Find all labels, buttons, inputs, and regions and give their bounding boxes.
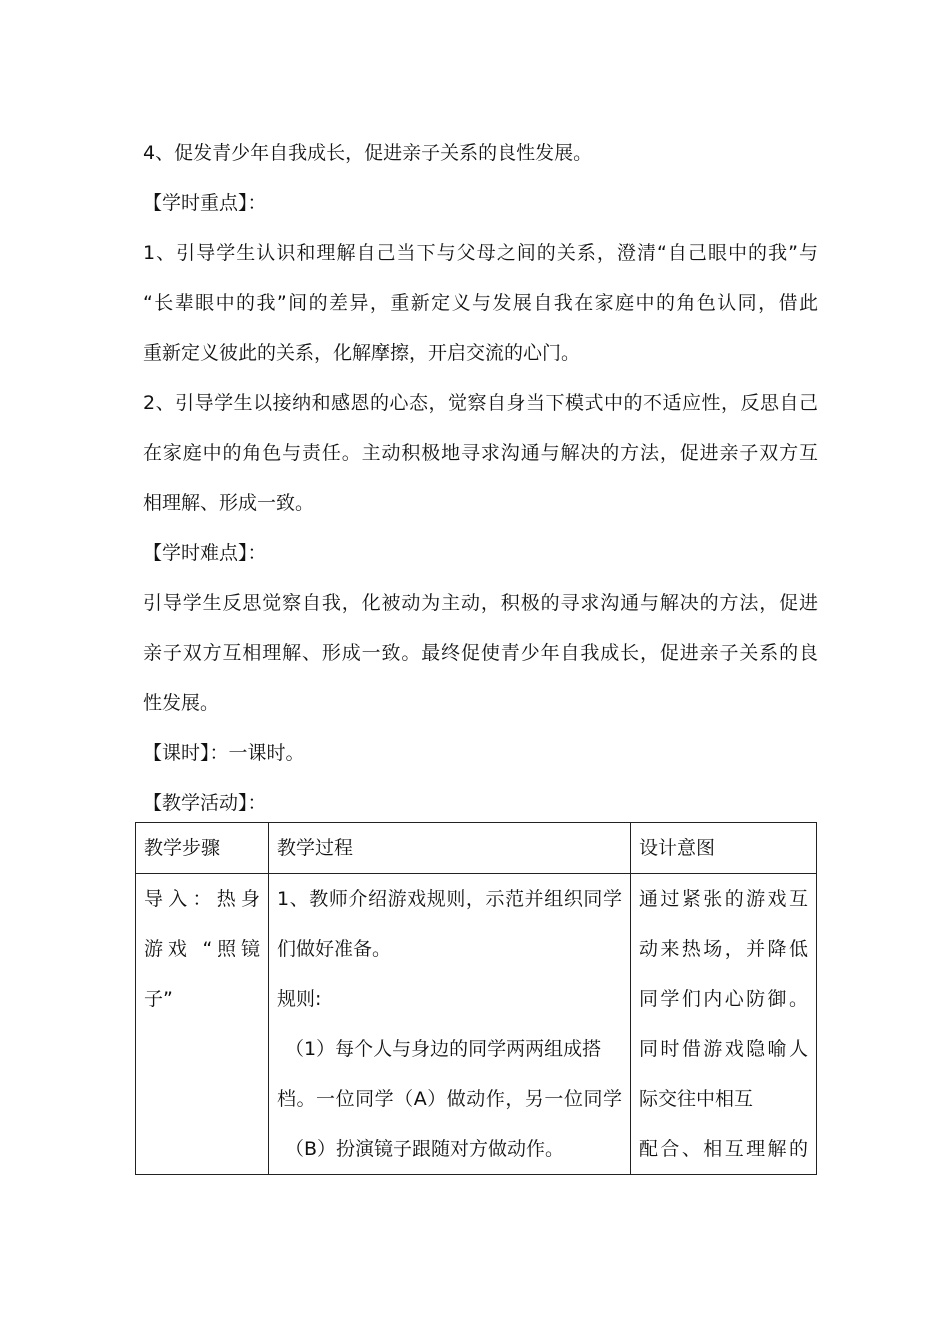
table-row bbox=[136, 874, 817, 1175]
header-intent: 设计意图 bbox=[631, 823, 817, 874]
process-line: 规则: bbox=[277, 988, 322, 1010]
body-text bbox=[143, 128, 818, 828]
intent-line: 同时借游戏隐喻人 bbox=[639, 1038, 808, 1060]
class-hours: 【课时】：一课时。 bbox=[143, 742, 305, 764]
teaching-activity-heading: 【教学活动】： bbox=[143, 792, 267, 814]
difficulty-line-3: 性发展。 bbox=[143, 692, 220, 714]
teaching-activity-table bbox=[135, 822, 817, 1175]
header-process: 教学过程 bbox=[269, 823, 631, 874]
step-line: 导入：热身 bbox=[144, 888, 260, 910]
step-line: 游戏 “照镜 bbox=[144, 938, 260, 960]
difficulty-line-1: 引导学生反思觉察自我，化被动为主动，积极的寻求沟通与解决的方法，促进 bbox=[143, 592, 818, 614]
process-line: （1）每个人与身边的同学两两组成搭 bbox=[285, 1038, 602, 1060]
intent-cell bbox=[631, 874, 817, 1175]
process-cell bbox=[269, 874, 631, 1175]
process-line: （B）扮演镜子跟随对方做动作。 bbox=[285, 1138, 565, 1160]
step-cell bbox=[136, 874, 269, 1175]
difficulty-line-2: 亲子双方互相理解、形成一致。最终促使青少年自我成长，促进亲子关系的良 bbox=[143, 642, 818, 664]
intent-line: 际交往中相互 bbox=[639, 1088, 754, 1110]
table-header-row bbox=[136, 823, 817, 874]
key-point-2-line-2: 在家庭中的角色与责任。主动积极地寻求沟通与解决的方法，促进亲子双方互 bbox=[143, 442, 818, 464]
key-points-heading: 【学时重点】： bbox=[143, 192, 267, 214]
process-line: 们做好准备。 bbox=[277, 938, 392, 960]
intent-line: 配合、相互理解的 bbox=[639, 1138, 808, 1160]
key-point-1-line-1: 1、引导学生认识和理解自己当下与父母之间的关系，澄清“自己眼中的我”与 bbox=[143, 242, 818, 264]
intent-line: 动来热场，并降低 bbox=[639, 938, 808, 960]
key-point-2-line-1: 2、引导学生以接纳和感恩的心态，觉察自身当下模式中的不适应性，反思自己 bbox=[143, 392, 818, 414]
header-step: 教学步骤 bbox=[136, 823, 269, 874]
step-line: 子” bbox=[144, 988, 173, 1010]
key-point-2-line-3: 相理解、形成一致。 bbox=[143, 492, 315, 514]
intent-line: 同学们内心防御。 bbox=[639, 988, 808, 1010]
difficulty-heading: 【学时难点】： bbox=[143, 542, 267, 564]
key-point-1-line-3: 重新定义彼此的关系，化解摩擦，开启交流的心门。 bbox=[143, 342, 581, 364]
process-line: 档。一位同学（A）做动作，另一位同学 bbox=[277, 1088, 622, 1110]
key-point-1-line-2: “长辈眼中的我”间的差异，重新定义与发展自我在家庭中的角色认同，借此 bbox=[143, 292, 818, 314]
objective-4: 4、促发青少年自我成长，促进亲子关系的良性发展。 bbox=[143, 142, 593, 164]
intent-line: 通过紧张的游戏互 bbox=[639, 888, 808, 910]
process-line: 1、教师介绍游戏规则，示范并组织同学 bbox=[277, 888, 622, 910]
